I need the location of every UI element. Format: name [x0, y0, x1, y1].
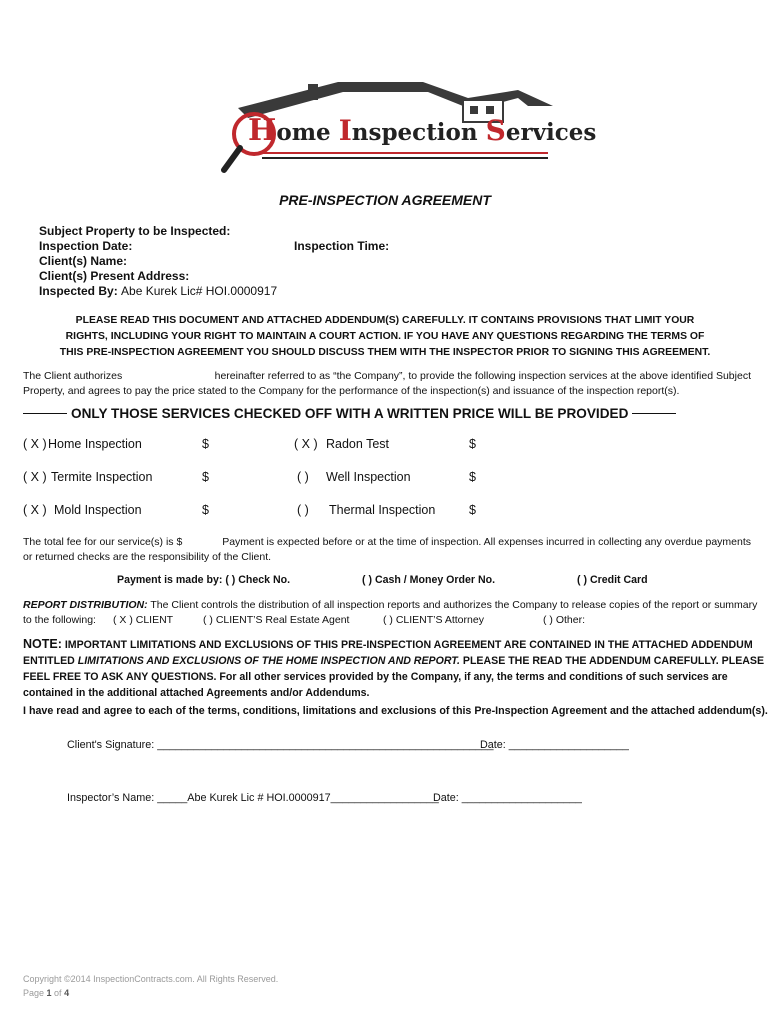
payment-credit-option[interactable]: ( ) Credit Card [577, 574, 648, 586]
page-prefix: Page [23, 988, 47, 998]
client-agrees-text: Property, and agrees to pay the price stated to the Company for the performance of the inspection(s) and issuance of the inspection report(s). [23, 385, 680, 397]
note-line: contained in the additional attached Agreements and/or Addendums. [23, 687, 370, 699]
client-date-field[interactable]: Date: ____________________ [480, 739, 629, 751]
inspector-date-field[interactable]: Date: ____________________ [433, 792, 582, 804]
payment-expected-text: Payment is expected before or at the time of inspection. All expenses incurred in collecting any overdue payments [222, 536, 751, 548]
company-reference-text: hereinafter referred to as “the Company”, to provide the following inspection services at the above identified Subject [214, 370, 751, 382]
service-thermal-check[interactable]: ( ) [297, 503, 309, 517]
clients-name-label: Client(s) Name: [39, 254, 128, 268]
service-termite-price[interactable]: $ [202, 470, 209, 484]
logo-wordmark: Home Inspection Services [248, 113, 597, 148]
note-block [23, 636, 765, 701]
service-mold-name: Mold Inspection [54, 503, 142, 517]
distribution-other-option[interactable]: ( ) Other: [543, 614, 586, 626]
services-heading-text: ONLY THOSE SERVICES CHECKED OFF WITH A WRITTEN PRICE WILL BE PROVIDED [71, 406, 629, 421]
distribution-client-option[interactable]: ( X ) CLIENT [113, 614, 174, 626]
clients-address-label: Client(s) Present Address: [39, 269, 190, 283]
service-home-check[interactable]: ( X ) [23, 437, 47, 451]
service-well-price[interactable]: $ [469, 470, 476, 484]
page-number: 1 [46, 988, 52, 998]
inspector-name-field[interactable]: Inspector’s Name: _____Abe Kurek Lic # HOI.0000917__________________ [67, 792, 439, 804]
inspected-by-label: Inspected By: [39, 284, 118, 298]
warning-line: RIGHTS, INCLUDING YOUR RIGHT TO MAINTAIN A COURT ACTION. IF YOU HAVE ANY QUESTIONS REGARDING THE TERMS OF [65, 331, 705, 342]
service-home-price[interactable]: $ [202, 437, 209, 451]
agreement-statement: I have read and agree to each of the terms, conditions, limitations and exclusions of this Pre-Inspection Agreement and the attached addendum(s). [23, 705, 768, 717]
service-well-check[interactable]: ( ) [297, 470, 309, 484]
payment-cash-option[interactable]: ( ) Cash / Money Order No. [362, 574, 496, 586]
page-of: of [51, 988, 65, 998]
total-fee-text: The total fee for our service(s) is $ [23, 536, 183, 548]
service-radon-price[interactable]: $ [469, 437, 476, 451]
services-heading [23, 406, 747, 421]
service-radon-name: Radon Test [326, 437, 390, 451]
payment-check-option[interactable]: Payment is made by: ( ) Check No. [117, 574, 291, 586]
service-home-name: Home Inspection [48, 437, 142, 451]
distribution-to-label: to the following: [23, 614, 96, 626]
inspected-by-value: Abe Kurek Lic# HOI.0000917 [121, 284, 278, 298]
report-distribution-label: REPORT DISTRIBUTION: [23, 599, 148, 611]
service-termite-name: Termite Inspection [51, 470, 153, 484]
page-total: 4 [64, 988, 70, 998]
client-signature-field[interactable]: Client's Signature: ________________________________________________________ [67, 739, 494, 751]
distribution-attorney-option[interactable]: ( ) CLIENT’S Attorney [383, 614, 484, 626]
inspection-date-label: Inspection Date: [39, 239, 133, 253]
service-thermal-price[interactable]: $ [469, 503, 476, 517]
note-line: ENTITLED [23, 655, 75, 667]
page-indicator [23, 988, 69, 998]
returned-checks-text: or returned checks are the responsibility of the Client. [23, 551, 272, 563]
company-logo [218, 78, 597, 180]
note-addendum-title: LIMITATIONS AND EXCLUSIONS OF THE HOME INSPECTION AND REPORT. [77, 655, 460, 667]
copyright-text: Copyright ©2014 InspectionContracts.com. All Rights Reserved. [23, 974, 279, 984]
service-thermal-name: Thermal Inspection [329, 503, 436, 517]
page-title: PRE-INSPECTION AGREEMENT [279, 192, 491, 208]
report-distribution-text: The Client controls the distribution of all inspection reports and authorizes the Company to release copies of the report or summary [150, 599, 758, 611]
service-mold-check[interactable]: ( X ) [23, 503, 47, 517]
service-termite-check[interactable]: ( X ) [23, 470, 47, 484]
inspected-by-row [39, 284, 277, 299]
warning-block [20, 313, 750, 361]
report-distribution [23, 598, 758, 613]
subject-property-label: Subject Property to be Inspected: [39, 224, 231, 238]
note-line: IMPORTANT LIMITATIONS AND EXCLUSIONS OF THIS PRE-INSPECTION AGREEMENT ARE CONTAINED IN THE ATTACHED ADDENDUM [64, 639, 753, 651]
distribution-agent-option[interactable]: ( ) CLIENT’S Real Estate Agent [203, 614, 350, 626]
note-line: PLEASE THE READ THE ADDENDUM CAREFULLY. PLEASE [462, 655, 765, 667]
inspection-time-label: Inspection Time: [294, 239, 390, 253]
warning-line: THIS PRE-INSPECTION AGREEMENT YOU SHOULD DISCUSS THEM WITH THE INSPECTOR PRIOR TO SIGNING THIS AGREEMENT. [59, 347, 711, 358]
client-authorization-paragraph [23, 369, 751, 399]
fee-paragraph [23, 535, 751, 565]
client-authorizes-text: The Client authorizes [23, 370, 123, 382]
service-radon-check[interactable]: ( X ) [294, 437, 318, 451]
warning-line: PLEASE READ THIS DOCUMENT AND ATTACHED ADDENDUM(S) CAREFULLY. IT CONTAINS PROVISIONS THAT LIMIT YOUR [75, 315, 695, 326]
service-mold-price[interactable]: $ [202, 503, 209, 517]
service-well-name: Well Inspection [326, 470, 411, 484]
note-label: NOTE: [23, 637, 62, 651]
note-line: FEEL FREE TO ASK ANY QUESTIONS. For all other services provided by the Company, if any, the terms and conditions of such services are [23, 671, 728, 683]
